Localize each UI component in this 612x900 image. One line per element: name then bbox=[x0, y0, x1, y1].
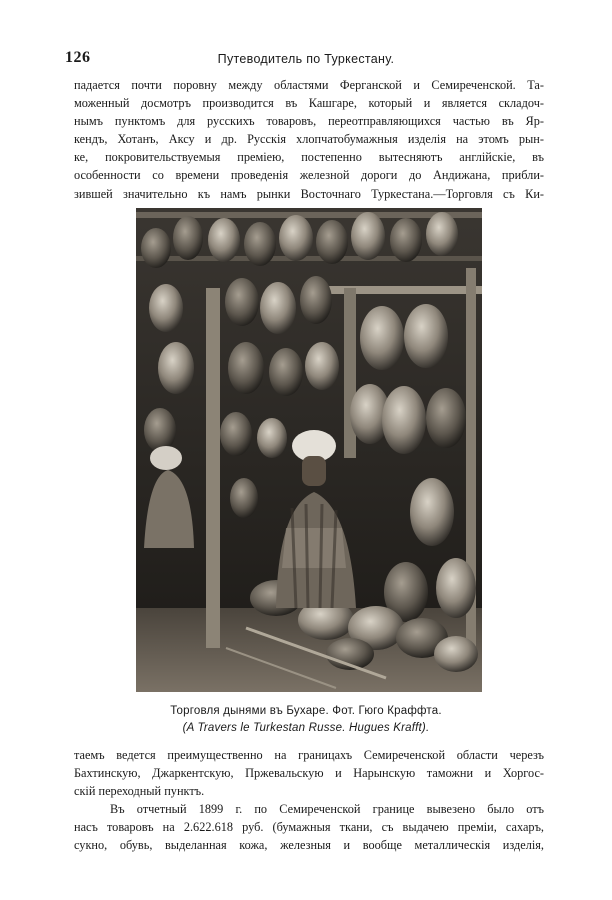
melon-market-photograph bbox=[136, 208, 482, 692]
photo-illustration bbox=[136, 208, 482, 692]
text-line: Бахтинскую, Джаркентскую, Пржевальскую и Нарынскую таможни и Хоргос- bbox=[74, 766, 544, 781]
figure-caption: Торговля дынями въ Бухаре. Фот. Гюго Краффта. bbox=[170, 705, 442, 717]
text-line: особенности со времени проведенія железной дороги до Андижана, прибли- bbox=[74, 168, 544, 183]
text-line: падается почти поровну между областями Ферганской и Семиреченской. Та- bbox=[74, 78, 544, 92]
body-paragraph-bottom bbox=[74, 746, 544, 855]
text-line: скій переходный пунктъ. bbox=[74, 784, 205, 799]
text-line: моженный досмотръ производится въ Кашгаре, который и является складоч- bbox=[74, 96, 544, 111]
text-line: ке, покровительствуемыя преміею, постепенно вытесняютъ англійскіе, въ bbox=[74, 150, 544, 165]
figure-source-caption: (A Travers le Turkestan Russe. Hugues Krafft). bbox=[182, 722, 430, 734]
text-line: нымъ пунктомъ для русскихъ товаровъ, переотправляющихся частью въ Яр- bbox=[74, 114, 544, 129]
running-title: Путеводитель по Туркестану. bbox=[217, 52, 395, 66]
text-line: кендъ, Хотанъ, Аксу и др. Русскія хлопчатобумажныя изделія на этомъ рын- bbox=[74, 132, 544, 147]
text-line: зившей значительно къ намъ рынки Восточнаго Туркестана.—Торговля съ Ки- bbox=[74, 186, 544, 201]
text-line: Въ отчетный 1899 г. по Семиреченской границе вывезено было отъ bbox=[110, 802, 544, 817]
body-paragraph-top bbox=[74, 76, 544, 203]
text-line: насъ товаровъ на 2.622.618 руб. (бумажныя ткани, съ выдачею преміи, сахаръ, bbox=[74, 820, 544, 835]
text-line: таемъ ведется преимущественно на границахъ Семиреченской области черезъ bbox=[74, 748, 544, 762]
text-line: сукно, обувь, выделанная кожа, железныя и вообще металлическія изделія, bbox=[74, 838, 544, 853]
page-number: 126 bbox=[65, 49, 91, 66]
